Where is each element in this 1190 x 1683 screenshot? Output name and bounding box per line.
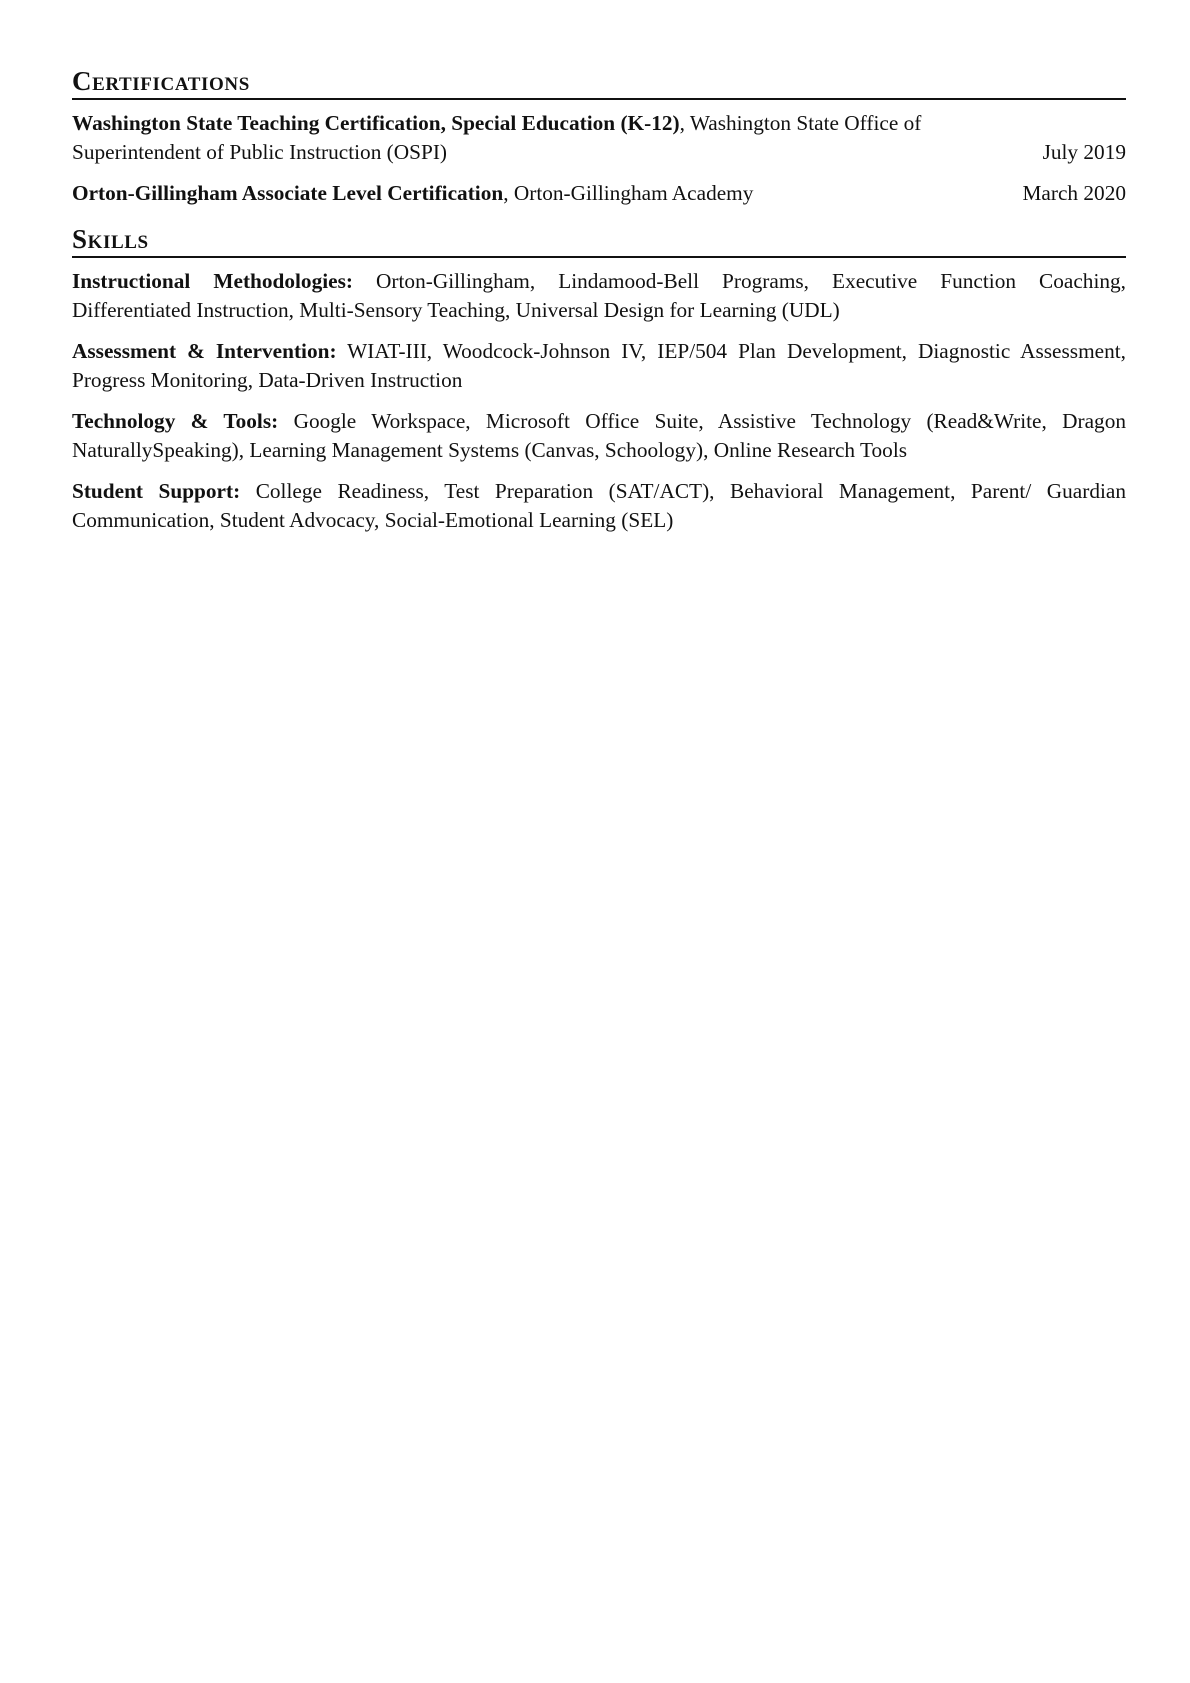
skill-text: Orton-Gillingham, Lindamood-Bell Programs, Executive Function Coaching, Differentiated Instruction, Multi-Sensory Teaching, Universal Design for Learning (UDL) — [72, 269, 1126, 322]
certification-date: March 2020 — [1022, 181, 1126, 205]
skill-text: WIAT-III, Woodcock-Johnson IV, IEP/504 Plan Development, Diagnostic Assessment, Progress Monitoring, Data-Driven Instruction — [72, 339, 1126, 392]
certification-line-1 — [72, 109, 1126, 138]
certification-issuer: , Washington State Office of — [679, 111, 922, 135]
skill-text: Google Workspace, Microsoft Office Suite, Assistive Technology (Read&Write, Dragon NaturallySpeaking), Learning Management Systems (Canvas, Schoology), Online Research Tools — [72, 409, 1127, 462]
resume-page — [72, 0, 1126, 535]
skill-entry — [72, 477, 1126, 535]
certification-entry — [72, 179, 1126, 208]
certification-issuer-continued: Superintendent of Public Instruction (OSPI) — [72, 140, 448, 164]
certification-date: July 2019 — [1042, 140, 1126, 164]
skill-entry — [72, 407, 1126, 465]
skill-entry — [72, 267, 1126, 325]
skill-label: Technology & Tools: — [72, 409, 279, 433]
certifications-heading: Certifications — [72, 66, 1126, 100]
certification-line-2 — [72, 138, 1126, 167]
certification-title: Orton-Gillingham Associate Level Certification — [72, 181, 504, 205]
skill-label: Instructional Methodologies: — [72, 269, 353, 293]
certification-entry — [72, 109, 1126, 167]
skill-label: Student Support: — [72, 479, 241, 503]
certification-line-1 — [72, 179, 1126, 208]
skill-entry — [72, 337, 1126, 395]
certification-issuer: , Orton-Gillingham Academy — [503, 181, 754, 205]
certification-title: Washington State Teaching Certification, Special Education (K-12) — [72, 111, 680, 135]
skill-text: College Readiness, Test Preparation (SAT/ACT), Behavioral Management, Parent/ Guardian Communication, Student Advocacy, Social-Emotional Learning (SEL) — [72, 479, 1126, 532]
skill-label: Assessment & Intervention: — [72, 339, 337, 363]
skills-heading: Skills — [72, 224, 1126, 258]
